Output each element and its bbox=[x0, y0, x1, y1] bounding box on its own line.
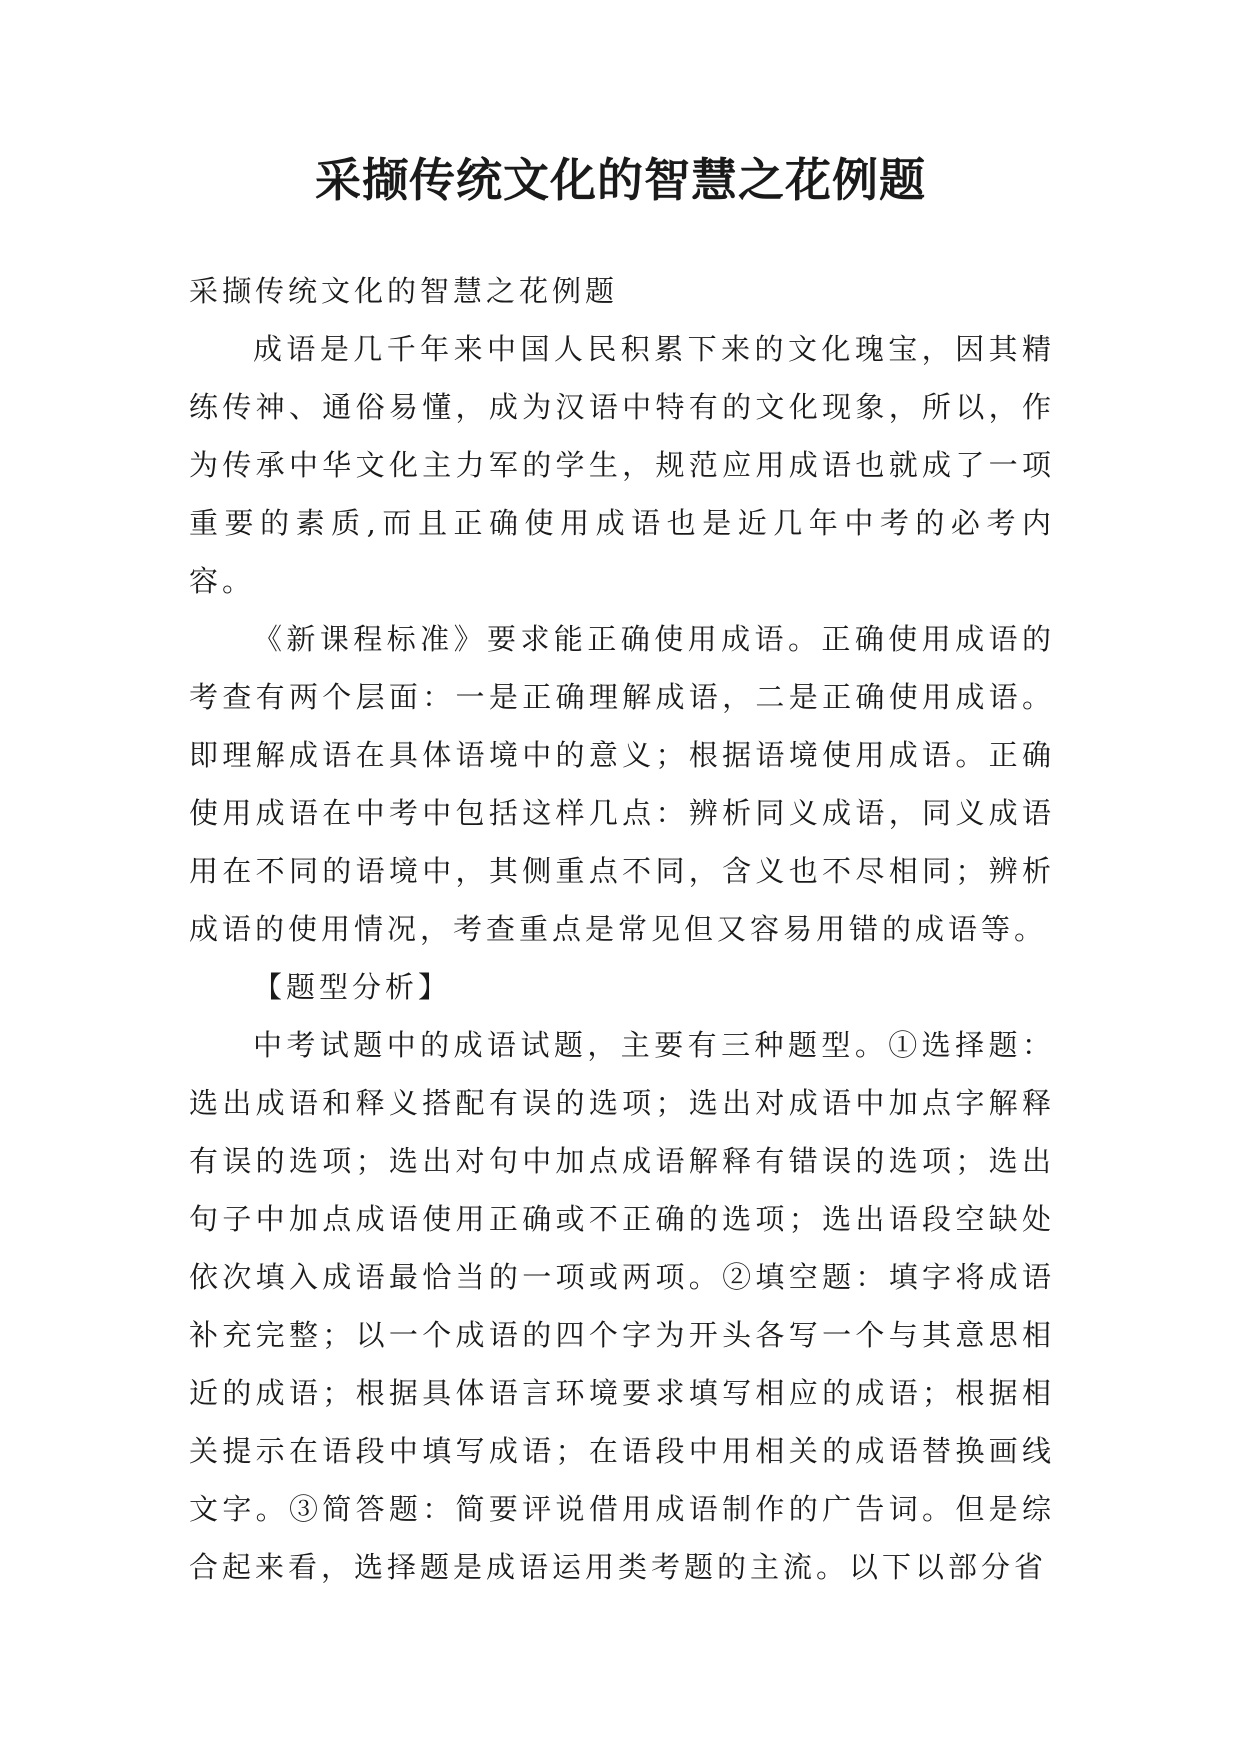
paragraph-intro: 成语是几千年来中国人民积累下来的文化瑰宝，因其精练传神、通俗易懂，成为汉语中特有的文化现象，所以，作为传承中华文化主力军的学生，规范应用成语也就成了一项重要的素质,而且正确使用成语也是近几年中考的必考内容。 bbox=[189, 332, 1055, 598]
paragraph-question-types: 中考试题中的成语试题，主要有三种题型。①选择题：选出成语和释义搭配有误的选项；选出对成语中加点字解释有误的选项；选出对句中加点成语解释有错误的选项；选出句子中加点成语使用正确或不正确的选项；选出语段空缺处依次填入成语最恰当的一项或两项。②填空题：填字将成语补充完整；以一个成语的四个字为开头各写一个与其意思相近的成语；根据具体语言环境要求填写相应的成语；根据相关提示在语段中填写成语；在语段中用相关的成语替换画线文字。③简答题：简要评说借用成语制作的广告词。但是综合起来看，选择题是成语运用类考题的主流。以下以部分省 bbox=[189, 1028, 1055, 1584]
document-body bbox=[189, 262, 1055, 1596]
paragraph-curriculum: 《新课程标准》要求能正确使用成语。正确使用成语的考查有两个层面：一是正确理解成语，二是正确使用成语。即理解成语在具体语境中的意义；根据语境使用成语。正确使用成语在中考中包括这样几点：辨析同义成语，同义成语用在不同的语境中，其侧重点不同，含义也不尽相同；辨析成语的使用情况，考查重点是常见但又容易用错的成语等。 bbox=[189, 622, 1055, 946]
page-title: 采撷传统文化的智慧之花例题 bbox=[315, 153, 926, 207]
section-heading-question-types: 【题型分析】 bbox=[253, 970, 452, 1004]
document-subtitle: 采撷传统文化的智慧之花例题 bbox=[189, 274, 619, 308]
